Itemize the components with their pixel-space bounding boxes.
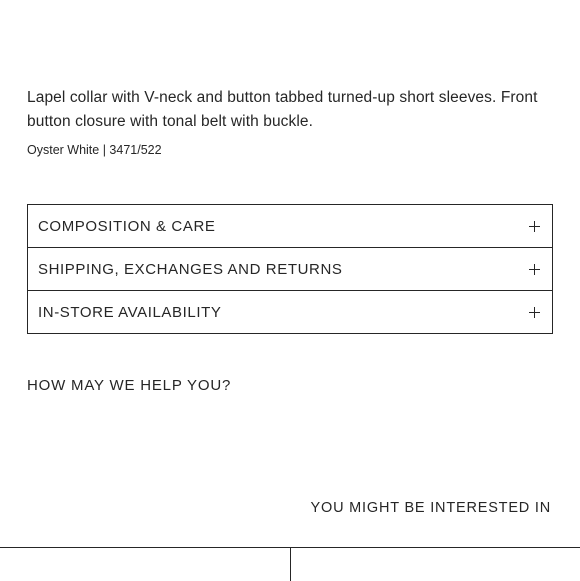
accordion-shipping-exchanges-returns[interactable] (28, 247, 552, 290)
help-link[interactable]: HOW MAY WE HELP YOU? (27, 377, 231, 394)
product-description: Lapel collar with V-neck and button tabbed turned-up short sleeves. Front button closure with tonal belt with buckle. (27, 86, 557, 134)
plus-icon (529, 264, 540, 275)
plus-icon (529, 221, 540, 232)
product-color-reference: Oyster White | 3471/522 (27, 142, 162, 158)
recommendations-title: YOU MIGHT BE INTERESTED IN (311, 500, 551, 516)
product-info-accordion (27, 204, 553, 334)
accordion-composition-care[interactable] (28, 205, 552, 247)
accordion-label: COMPOSITION & CARE (38, 218, 216, 235)
accordion-in-store-availability[interactable] (28, 290, 552, 333)
accordion-label: IN-STORE AVAILABILITY (38, 304, 222, 321)
recommended-product-card[interactable] (0, 548, 290, 581)
plus-icon (529, 307, 540, 318)
accordion-label: SHIPPING, EXCHANGES AND RETURNS (38, 261, 343, 278)
recommended-products-grid (0, 547, 580, 581)
recommended-product-card[interactable] (290, 548, 580, 581)
